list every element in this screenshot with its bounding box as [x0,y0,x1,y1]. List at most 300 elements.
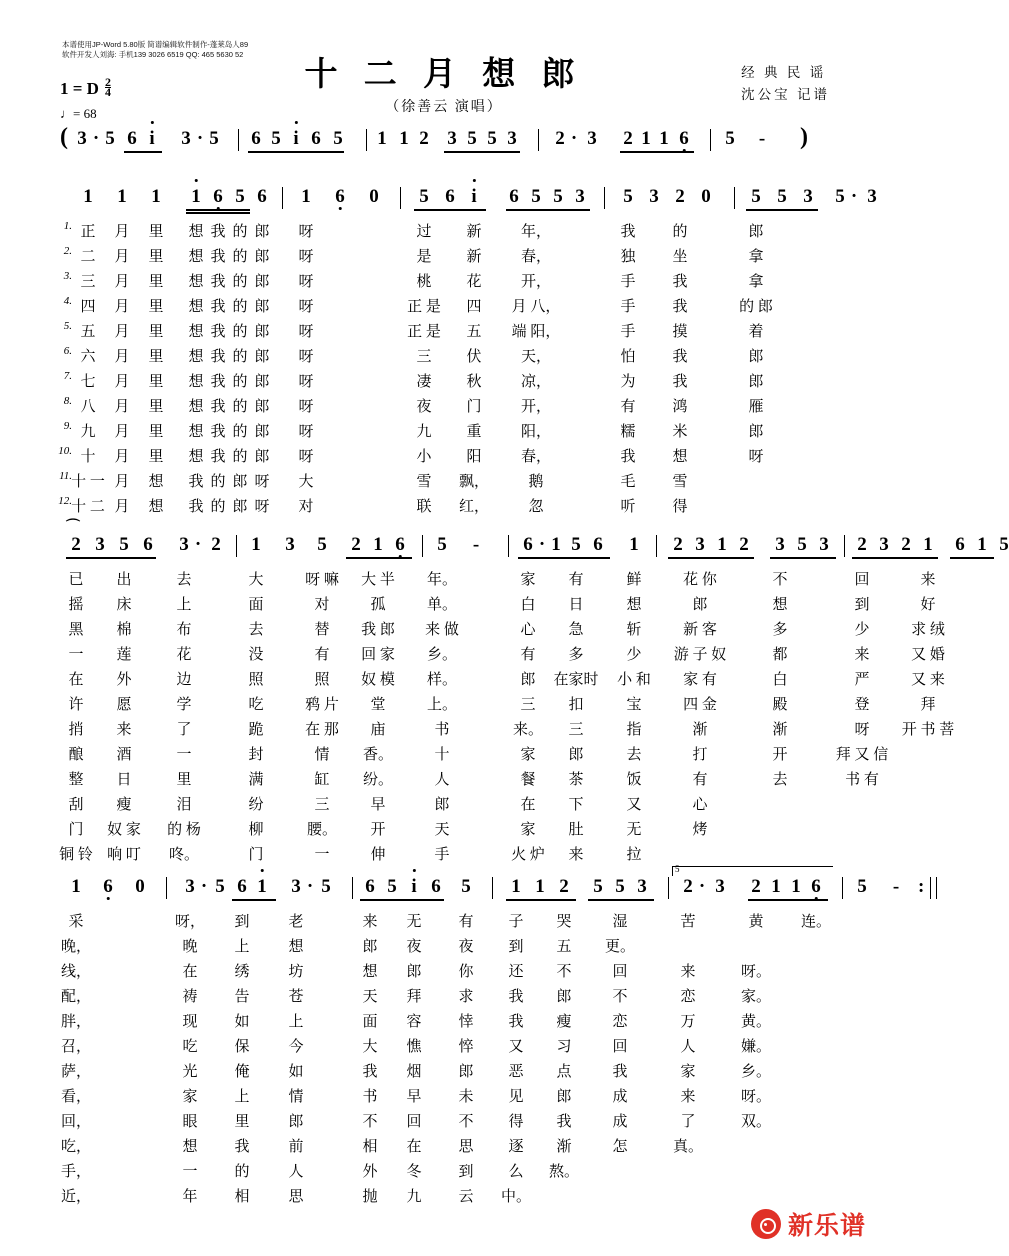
lyric-word: 里 [148,324,164,340]
note: i [149,128,154,150]
note: 1 [717,534,727,555]
lyric-word: 双。 [740,1114,772,1130]
lyric-word: 渐 [556,1139,572,1155]
lyric-word: 回， [60,1114,92,1130]
lyric-word: 年 [182,1189,198,1205]
lyric-word: 月 [114,299,130,315]
note: 6 [955,534,965,555]
lyric-word: 的 郎 [739,299,773,315]
lyric-word: 里 [148,349,164,365]
lyric-word: 我 [210,424,226,440]
lyric-word: 茶 [568,772,584,788]
lyric-word: 想 [182,1139,198,1155]
note: 6 [103,876,113,898]
lyric-word: 柳 [248,822,264,838]
note: 5 [999,534,1009,555]
lyric-word: 外 [362,1164,378,1180]
lyric-word: 桃 [416,274,432,290]
note: 2 [673,534,683,555]
note: 5 [209,128,219,149]
lyric-word: 来。 [512,722,544,738]
lyric-word: 开， [520,399,552,415]
lyric-word: 重 [466,424,482,440]
lyric-word: 孤 [370,597,386,613]
lyric-word: 无 [406,914,422,930]
lyric-word: 拿 [748,274,764,290]
lyric-word: 呀 [254,474,270,490]
lyric-word: 白 [772,672,788,688]
lyric-word: 上 [234,939,250,955]
key-signature [60,75,111,99]
lyric-word: 怎 [612,1139,628,1155]
beam [124,151,162,153]
lyric-word: 郎 [748,424,764,440]
lyric-word: 急 [568,622,584,638]
lyric-line [0,793,888,818]
lyric-word: 书 有 [845,772,879,788]
lyric-word: 十 二 [71,499,105,515]
lyric-word: 花 [176,647,192,663]
note: 1 [251,534,261,555]
lyric-word: 我 [210,324,226,340]
lyric-word: 游 子 奴 [673,647,727,663]
lyric-word: 奴 家 [107,822,141,838]
site-logo[interactable] [751,1206,866,1242]
lyric-word: 的 [232,324,248,340]
lyric-word: 飘， [458,474,490,490]
lyric-word: 月 [114,449,130,465]
beam [232,899,276,901]
note: · [306,876,314,897]
lyric-word: 三 [568,722,584,738]
note: 3 [695,534,705,555]
lyric-word: 心 [692,797,708,813]
lyric-word: 夜 [406,939,422,955]
lyric-word: 殿 [772,697,788,713]
lyric-word: 日 [568,597,584,613]
lyric-word: 独 [620,249,636,265]
lyric-word: 不 [772,572,788,588]
byline [741,62,830,106]
lyric-word: 呀 [298,424,314,440]
lyric-line [0,1135,888,1160]
lyric-word: 纷 [248,797,264,813]
lyric-word: 召， [60,1039,92,1055]
lyric-word: 五 [80,324,96,340]
lyric-word: 瘦 [116,797,132,813]
lyric-word: 鹅 [528,474,544,490]
lyric-line [0,643,945,668]
lyric-word: 烟 [406,1064,422,1080]
lyric-word: 许 [68,697,84,713]
lyric-word: 哭 [556,914,572,930]
lyric-line [0,220,888,245]
lyric-word: 回 [612,964,628,980]
barline [236,535,237,557]
lyric-word: 一 [176,747,192,763]
note: 3 [285,534,295,555]
lyric-word: 心 [520,622,536,638]
lyric-word: 呀 [298,349,314,365]
beam [360,899,444,901]
lyric-word: 上 [176,597,192,613]
lyric-word: 万 [680,1014,696,1030]
lyric-word: 郎 [254,349,270,365]
note: · [538,534,546,555]
beam [444,151,520,153]
lyric-word: 家 [520,822,536,838]
barline [238,129,239,151]
lyric-word: 成 [612,1089,628,1105]
lyric-word: 想 [188,399,204,415]
lyric-word: 我 [210,224,226,240]
lyric-word: 的 [672,224,688,240]
lyric-word: 郎 [254,274,270,290]
note: · [92,128,100,149]
verse-number: 6. [63,345,72,357]
lyric-word: 整 [68,772,84,788]
lyric-line [0,1110,888,1135]
lyric-line [0,1085,888,1110]
lyric-word: 愿 [116,697,132,713]
lyric-word: 郎 [254,374,270,390]
lyric-word: 的 [210,499,226,515]
note: 1 [373,534,383,555]
lyric-word: 打 [692,747,708,763]
lyric-word: 拜 [406,989,422,1005]
lyric-line [0,295,888,320]
note: 3 [775,534,785,555]
lyric-word: 纷。 [362,772,394,788]
system-2 [0,520,1009,868]
lyric-word: 人 [434,772,450,788]
beam [748,899,828,901]
lyric-word: 我 [234,1139,250,1155]
lyric-word: 光 [182,1064,198,1080]
lyric-word: 呀 [254,499,270,515]
lyric-word: 配， [60,989,92,1005]
lyric-word: 想 [626,597,642,613]
lyric-word: 人 [288,1164,304,1180]
note: 1 [117,186,127,207]
lyric-word: 悴 [458,1039,474,1055]
lyric-word: 保 [234,1039,250,1055]
lyric-word: 手 [620,324,636,340]
lyric-word: 捎 [68,722,84,738]
note: 6 [143,534,153,555]
lyric-word: 想 [672,449,688,465]
time-signature [104,75,111,99]
lyric-word: 来 [854,647,870,663]
lyric-word: 不 [612,989,628,1005]
lyric-word: 已 [68,572,84,588]
lyric-word: 有 [568,572,584,588]
lyric-word: 又 [626,797,642,813]
note: 1 [977,534,987,555]
barline [166,877,167,899]
lyric-word: 黄。 [740,1014,772,1030]
beam [668,557,754,559]
note: 1 [151,186,161,207]
note: 3 [95,534,105,555]
lyric-word: 相 [234,1189,250,1205]
lyric-line [0,1035,888,1060]
lyric-word: 我 [508,1014,524,1030]
note: 5 [235,186,245,207]
verse-number: 4. [63,295,72,307]
lyric-word: 春， [520,449,552,465]
lyric-word: 告 [234,989,250,1005]
lyric-word: 如 [288,1064,304,1080]
lyric-word: 里 [176,772,192,788]
lyric-line [0,270,888,295]
note: 2 [211,534,221,555]
note: 3 [185,876,195,897]
lyric-word: 呀 [298,374,314,390]
note: 5 [487,128,497,149]
lyric-word: 手， [60,1164,92,1180]
note: 6 [445,186,455,207]
note: 5 [531,186,541,207]
lyric-word: 郎 [748,224,764,240]
barline [400,187,401,209]
lyric-word: 替 [314,622,330,638]
lyric-word: 开 [772,747,788,763]
lyric-word: 想 [188,324,204,340]
lyric-word: 渐 [692,722,708,738]
lyric-word: 上 [234,1089,250,1105]
lyric-word: 月 [114,274,130,290]
lyric-word: 回 [612,1039,628,1055]
lyric-word: 不 [556,964,572,980]
lyric-word: 阳， [520,424,552,440]
lyric-word: 边 [176,672,192,688]
lyric-word: 拉 [626,847,642,863]
lyric-word: 在 [68,672,84,688]
lyric-word: 鸦 片 [305,697,339,713]
lyric-word: 在 那 [305,722,339,738]
lyric-word: 毛 [620,474,636,490]
lyric-word: 里 [148,224,164,240]
lyric-word: 如 [234,1014,250,1030]
lyric-word: 六 [80,349,96,365]
lyric-word: 来 [568,847,584,863]
lyric-word: 大 半 [361,572,395,588]
lyric-word: 指 [626,722,642,738]
lyric-word: 呀， [174,914,206,930]
lyric-word: 郎 [748,374,764,390]
beam [746,209,818,211]
lyric-word: 郎 [458,1064,474,1080]
lyric-word: 三 [520,697,536,713]
lyric-word: 郎 [254,424,270,440]
lyric-word: 单。 [426,597,458,613]
lyric-word: 上 [288,1014,304,1030]
note: i [471,186,476,208]
verse-number: 10. [58,445,72,457]
lyric-word: 在 [406,1139,422,1155]
credits-line-2: 软件开发人刘海: 手机139 3026 6519 QQ: 465 5630 52 [62,50,244,59]
note: 0 [701,186,711,207]
music-glyph: : [918,876,925,897]
barline [930,877,931,899]
verse-number: 5. [63,320,72,332]
lyric-word: 恋 [612,1014,628,1030]
lyric-word: 白 [520,597,536,613]
note: 5 [321,876,331,897]
lyric-word: 里 [148,249,164,265]
lyric-word: 家 [182,1089,198,1105]
note: 3 [587,128,597,149]
note: 0 [135,876,145,897]
barline [508,535,509,557]
note: 5 [333,128,343,149]
lyric-word: 吃 [248,697,264,713]
verse-number: 11. [59,470,72,482]
lyric-word: 了 [176,722,192,738]
lyric-word: 夜 [458,939,474,955]
lyric-word: 习 [556,1039,572,1055]
lyric-word: 出 [116,572,132,588]
lyric-word: 呀。 [740,1089,772,1105]
note: 6 [335,186,345,208]
lyric-word: 呀 [298,274,314,290]
lyric-word: 书 [434,722,450,738]
lyric-word: 照 [314,672,330,688]
lyric-word: 花 [466,274,482,290]
lyric-word: 缸 [314,772,330,788]
note: · [200,876,208,897]
lyric-word: 有 [620,399,636,415]
lyric-word: 香。 [362,747,394,763]
beam [248,151,344,153]
note: 5 [797,534,807,555]
lyric-word: 里 [234,1114,250,1130]
lyric-word: 大 [362,1039,378,1055]
lyric-word: 月 八， [511,299,561,315]
volta-bracket [672,866,833,876]
lyric-word: 宝 [626,697,642,713]
lyric-word: 家 [520,747,536,763]
lyric-word: 近， [60,1189,92,1205]
lyric-word: 连。 [800,914,832,930]
page-title: 十 二 月 想 郎 [304,57,584,93]
beam [950,557,994,559]
lyric-word: 正 是 [407,299,441,315]
note: 3 [637,876,647,897]
lyric-word: 在 [520,797,536,813]
lyric-word: 看， [60,1089,92,1105]
lyric-word: 今 [288,1039,304,1055]
beam [66,557,156,559]
note: 3 [179,534,189,555]
lyric-word: 郎 [556,1089,572,1105]
lyric-word: 想 [188,274,204,290]
lyric-word: 我 [210,249,226,265]
lyric-word: 烤 [692,822,708,838]
barline [936,877,937,899]
lyric-line [0,935,888,960]
lyric-word: 三 [80,274,96,290]
lyric-word: 响 叮 [107,847,141,863]
note: 1 [641,128,651,149]
note: 2 [675,186,685,207]
lyric-word: 渐 [772,722,788,738]
lyric-word: 冬 [406,1164,422,1180]
lyric-word: 严 [854,672,870,688]
lyric-word: 得 [508,1114,524,1130]
lyric-word: 四 [466,299,482,315]
intro-system [0,124,888,162]
beam [852,557,938,559]
note: 6 [395,534,405,556]
system-1 [0,186,888,520]
byline-genre: 经 典 民 谣 [741,65,827,80]
lyric-word: 见 [508,1089,524,1105]
lyric-word: 想 [188,299,204,315]
note: 6 [509,186,519,207]
lyric-word: 鲜 [626,572,642,588]
lyric-word: 我 [188,474,204,490]
note: 3 [507,128,517,149]
lyric-word: 鸿 [672,399,688,415]
lyric-word: 更。 [604,939,636,955]
barline [422,535,423,557]
lyric-word: 想 [148,499,164,515]
note: 3 [803,186,813,207]
note: 5 [777,186,787,207]
lyric-word: 不 [458,1114,474,1130]
note: - [472,534,480,555]
lyric-word: 了 [680,1114,696,1130]
lyric-word: 有 [314,647,330,663]
note: 1 [71,876,81,897]
lyric-word: 去 [176,572,192,588]
note: 1 [659,128,669,149]
lyric-word: 大 [248,572,264,588]
lyric-word: 来 做 [425,622,459,638]
lyric-word: 的 [232,274,248,290]
lyric-word: 的 [234,1164,250,1180]
lyric-word: 八 [80,399,96,415]
lyric-word: 里 [148,374,164,390]
note: 5 [119,534,129,555]
barline [656,535,657,557]
lyric-word: 人 [680,1039,696,1055]
lyric-word: 想 [188,224,204,240]
lyric-word: 里 [148,399,164,415]
lyric-line [0,618,945,643]
lyric-word: 米 [672,424,688,440]
lyric-line [0,395,888,420]
lyric-word: 少 [854,622,870,638]
note: 3 [649,186,659,207]
lyric-word: 封 [248,747,264,763]
lyric-word: 门 [68,822,84,838]
credits-line-1: 本谱使用JP-Word 5.80版 简谱编辑软件制作-蓬莱岛人89 [62,40,249,49]
lyric-word: 前 [288,1139,304,1155]
lyric-word: 日 [116,772,132,788]
lyric-word: 熬。 [548,1164,580,1180]
lyric-word: 的 [232,449,248,465]
lyric-word: 抛 [362,1189,378,1205]
lyric-word: 容 [406,1014,422,1030]
lyric-word: 照 [248,672,264,688]
lyric-word: 线， [60,964,92,980]
lyric-word: 胖， [60,1014,92,1030]
lyric-word: 月 [114,374,130,390]
lyric-word: 里 [148,424,164,440]
